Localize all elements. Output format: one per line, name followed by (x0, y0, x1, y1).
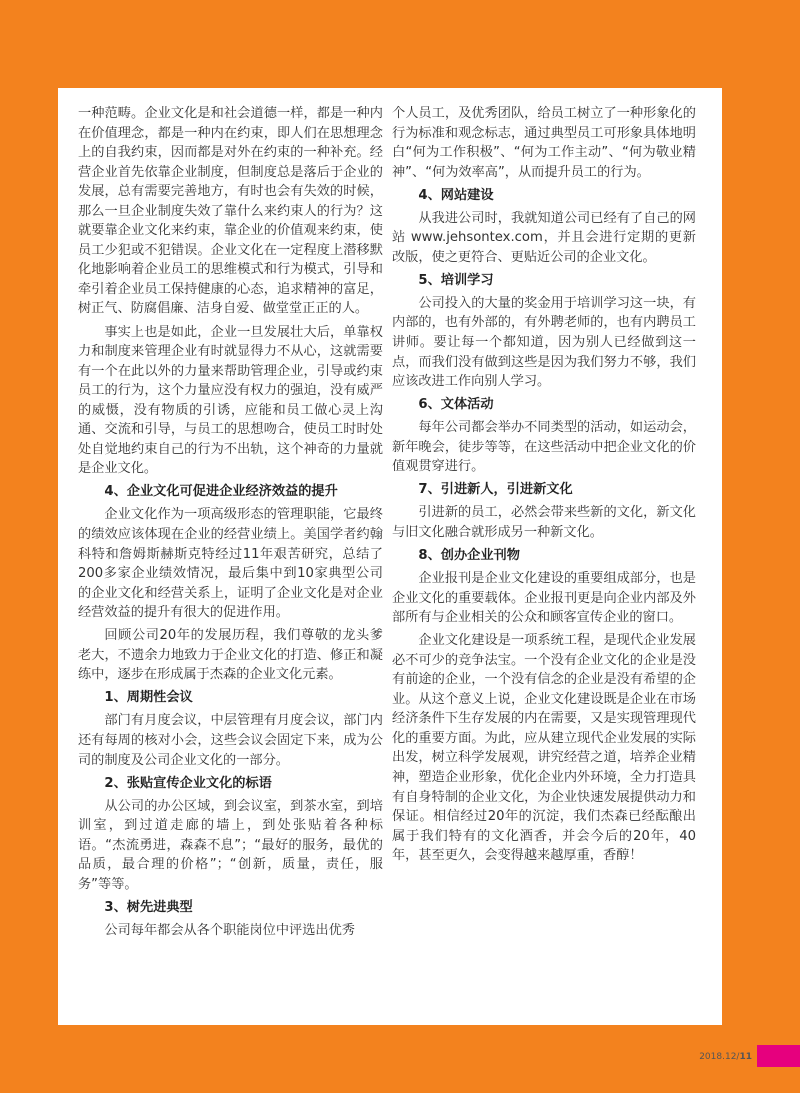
article-page (58, 88, 722, 1025)
body-paragraph: 企业文化作为一项高级形态的管理职能，它最终的绩效应该体现在企业的经营业绩上。美国学者约翰科特和詹姆斯赫斯克特经过11年艰苦研究，总结了200多家企业绩效情况，最后集中到10家典型公司的企业文化和经营关系上，证明了企业文化是对企业经营效益的提升有很大的促进作用。 (78, 507, 383, 621)
body-paragraph: 企业报刊是企业文化建设的重要组成部分，也是企业文化的重要载体。企业报刊更是向企业内部及外部所有与企业相关的公众和顾客宣传企业的窗口。 (392, 571, 696, 626)
body-paragraph: 部门有月度会议，中层管理有月度会议，部门内还有每周的核对小会，这些会议会固定下来，成为公司的制度及公司企业文化的一部分。 (78, 713, 383, 768)
section-heading: 5、培训学习 (418, 272, 494, 288)
body-paragraph: 个人员工，及优秀团队，给员工树立了一种形象化的行为标准和观念标志，通过典型员工可形象具体地明白“何为工作积极”、“何为工作主动”、“何为敬业精神”、“何为效率高”，从而提升员工的行为。 (392, 106, 696, 180)
section-heading: 3、树先进典型 (104, 899, 193, 915)
page-number: 11 (739, 1052, 752, 1062)
body-paragraph: 公司每年都会从各个职能岗位中评选出优秀 (104, 922, 355, 938)
body-paragraph: 回顾公司20年的发展历程，我们尊敬的龙头爹老大，不遗余力地致力于企业文化的打造、修正和凝练中，逐步在形成属于杰森的企业文化元素。 (78, 628, 383, 683)
section-heading: 2、张贴宣传企业文化的标语 (104, 775, 272, 791)
right-text-column (392, 104, 696, 869)
page-edge-tab (757, 1045, 800, 1067)
issue-date: 2018.12 (699, 1052, 737, 1062)
section-heading: 6、文体活动 (418, 397, 494, 413)
body-paragraph: 事实上也是如此，企业一旦发展壮大后，单靠权力和制度来管理企业有时就显得力不从心，这就需要有一个在此以外的力量来帮助管理企业，引导或约束员工的行为，这个力量应没有权力的强迫，没有威严的威慑，没有物质的引诱，应能和员工做心灵上沟通、交流和引导，与员工的思想吻合，使员工时时处处自觉地约束自己的行为不出轨，这个神奇的力量就是企业文化。 (78, 324, 383, 477)
body-paragraph: 一种范畴。企业文化是和社会道德一样，都是一种内在价值理念，都是一种内在约束，即人们在思想理念上的自我约束，因而都是对外在约束的一种补充。经营企业首先依靠企业制度，但制度总是落后于企业的发展，总有需要完善地方，有时也会有失效的时候，那么一旦企业制度失效了靠什么来约束人的行为？这就要靠企业文化来约束，靠企业的价值观来约束，使员工少犯或不犯错误。企业文化在一定程度上潜移默化地影响着企业员工的思维模式和行为模式，引导和牵引着企业员工保持健康的心态，追求精神的富足，树正气、防腐倡廉、洁身自爱、做堂堂正正的人。 (78, 106, 383, 317)
folio-separator: / (736, 1052, 740, 1062)
left-text-column (78, 104, 383, 944)
body-paragraph: 企业文化建设是一项系统工程，是现代企业发展必不可少的竞争法宝。一个没有企业文化的企业是没有前途的企业，一个没有信念的企业是没有希望的企业。从这个意义上说，企业文化建设既是企业在市场经济条件下生存发展的内在需要，又是实现管理现代化的重要方面。为此，应从建立现代企业发展的实际出发，树立科学发展观，讲究经营之道，培养企业精神，塑造企业形象，优化企业内外环境，全力打造具有自身特制的企业文化，为企业快速发展提供动力和保证。相信经过20年的沉淀，我们杰森已经酝酿出属于我们特有的文化酒香，并会今后的20年，40年，甚至更久，会变得越来越厚重，香醇！ (392, 633, 696, 864)
body-paragraph: 公司投入的大量的奖金用于培训学习这一块，有内部的，也有外部的，有外聘老师的，也有内聘员工讲师。要让每一个都知道，因为别人已经做到这一点，而我们没有做到这些是因为我们努力不够，我们应该改进工作向别人学习。 (392, 295, 696, 390)
section-heading: 7、引进新人，引进新文化 (418, 482, 573, 498)
section-heading: 4、网站建设 (418, 187, 494, 203)
section-heading: 4、企业文化可促进企业经济效益的提升 (104, 484, 338, 500)
body-paragraph: 引进新的员工，必然会带来些新的文化，新文化与旧文化融合就形成另一种新文化。 (392, 505, 696, 540)
body-paragraph: 从公司的办公区域，到会议室，到茶水室，到培训室，到过道走廊的墙上，到处张贴着各种标语。“杰流勇进，森森不息”；“最好的服务，最优的品质，最合理的价格”；“创新，质量，责任，服务”等等。 (78, 798, 383, 892)
body-paragraph: 每年公司都会举办不同类型的活动，如运动会，新年晚会，徒步等等，在这些活动中把企业文化的价值观贯穿进行。 (392, 420, 696, 475)
section-heading: 8、创办企业刊物 (418, 547, 520, 563)
page-folio (699, 1052, 752, 1062)
body-paragraph: 从我进公司时，我就知道公司已经有了自己的网站 www.jehsontex.com，并且会进行定期的更新改版，使之更符合、更贴近公司的企业文化。 (392, 210, 696, 265)
section-heading: 1、周期性会议 (104, 690, 193, 706)
